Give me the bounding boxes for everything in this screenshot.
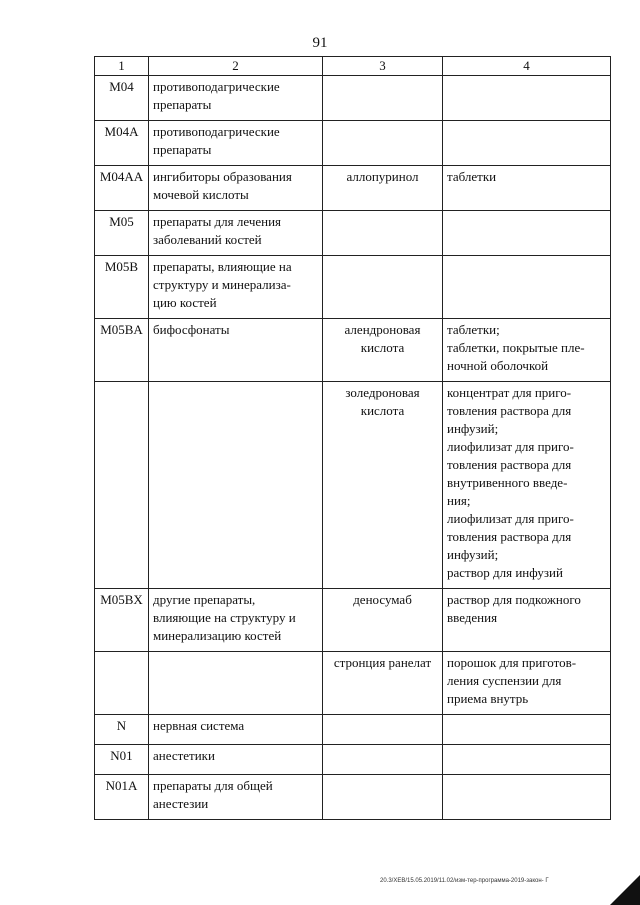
forms-cell-line: товления раствора для (447, 403, 572, 418)
forms-cell (443, 589, 611, 652)
code-cell: M05 (95, 211, 149, 256)
drug-cell (323, 256, 443, 319)
group-cell (149, 775, 323, 820)
group-cell (149, 211, 323, 256)
group-cell-line: нервная система (153, 718, 245, 733)
forms-cell-line: таблетки, покрытые пле- (447, 340, 585, 355)
forms-cell (443, 382, 611, 589)
forms-cell-line: таблетки (447, 169, 497, 184)
drug-cell-line: алендроновая (344, 322, 421, 337)
drug-cell (323, 319, 443, 382)
table-row (95, 382, 611, 589)
forms-cell-line: ния; (447, 493, 471, 508)
page-corner-mark (610, 875, 640, 905)
group-cell-line: минерализацию костей (153, 628, 282, 643)
code-cell: M04AA (95, 166, 149, 211)
code-cell: M04A (95, 121, 149, 166)
table-row (95, 745, 611, 775)
group-cell-line: другие препараты, (153, 592, 256, 607)
medication-table (94, 56, 611, 820)
group-cell (149, 76, 323, 121)
forms-cell (443, 166, 611, 211)
header-cell-3: 3 (323, 57, 443, 76)
group-cell (149, 382, 323, 589)
code-cell: M05B (95, 256, 149, 319)
drug-cell-line: стронция ранелат (333, 655, 432, 670)
forms-cell (443, 211, 611, 256)
table-row (95, 775, 611, 820)
group-cell-line: бифосфонаты (153, 322, 230, 337)
drug-cell-line: кислота (360, 403, 405, 418)
drug-cell (323, 121, 443, 166)
drug-cell (323, 775, 443, 820)
code-cell: M05BX (95, 589, 149, 652)
group-cell-line: анестетики (153, 748, 215, 763)
group-cell-line: противоподагрические (153, 79, 280, 94)
group-cell-line: препараты для общей (153, 778, 273, 793)
forms-cell-line: лиофилизат для приго- (447, 439, 574, 454)
forms-cell (443, 715, 611, 745)
header-cell-1: 1 (95, 57, 149, 76)
group-cell-line: препараты (153, 97, 212, 112)
drug-cell (323, 211, 443, 256)
forms-cell-line: ления суспензии для (447, 673, 562, 688)
group-cell-line: препараты, влияющие на (153, 259, 292, 274)
table-row (95, 166, 611, 211)
drug-cell-line: аллопуринол (346, 169, 419, 184)
code-cell: N01 (95, 745, 149, 775)
forms-cell-line: ночной оболочкой (447, 358, 549, 373)
forms-cell-line: товления раствора для (447, 457, 572, 472)
drug-cell (323, 166, 443, 211)
forms-cell-line: приема внутрь (447, 691, 529, 706)
header-cell-4: 4 (443, 57, 611, 76)
group-cell-line: заболеваний костей (153, 232, 262, 247)
drug-cell (323, 76, 443, 121)
table-row (95, 76, 611, 121)
group-cell (149, 166, 323, 211)
forms-cell-line: раствор для подкожного (447, 592, 581, 607)
group-cell-line: структуру и минерализа- (153, 277, 291, 292)
forms-cell-line: внутривенного введе- (447, 475, 568, 490)
table-row (95, 652, 611, 715)
forms-cell-line: инфузий; (447, 547, 499, 562)
group-cell (149, 715, 323, 745)
forms-cell (443, 652, 611, 715)
table-row (95, 589, 611, 652)
forms-cell-line: раствор для инфузий (447, 565, 563, 580)
group-cell (149, 121, 323, 166)
forms-cell (443, 745, 611, 775)
group-cell-line: препараты (153, 142, 212, 157)
group-cell-line: ингибиторы образования (153, 169, 292, 184)
group-cell (149, 652, 323, 715)
drug-cell-line: деносумаб (353, 592, 412, 607)
group-cell (149, 256, 323, 319)
forms-cell (443, 121, 611, 166)
forms-cell (443, 256, 611, 319)
drug-cell (323, 652, 443, 715)
forms-cell-line: товления раствора для (447, 529, 572, 544)
drug-cell-line: золедроновая (345, 385, 420, 400)
header-cell-2: 2 (149, 57, 323, 76)
page-number: 91 (312, 35, 328, 51)
header-row (95, 57, 611, 76)
code-cell (95, 652, 149, 715)
forms-cell (443, 76, 611, 121)
table-row (95, 715, 611, 745)
table-row (95, 256, 611, 319)
group-cell-line: мочевой кислоты (153, 187, 249, 202)
table-row (95, 319, 611, 382)
group-cell (149, 319, 323, 382)
drug-cell (323, 745, 443, 775)
group-cell (149, 589, 323, 652)
code-cell: M04 (95, 76, 149, 121)
group-cell-line: анестезии (153, 796, 209, 811)
group-cell-line: влияющие на структуру и (153, 610, 296, 625)
forms-cell-line: инфузий; (447, 421, 499, 436)
code-cell: N01A (95, 775, 149, 820)
drug-cell (323, 715, 443, 745)
group-cell-line: цию костей (153, 295, 217, 310)
group-cell (149, 745, 323, 775)
forms-cell (443, 319, 611, 382)
forms-cell-line: лиофилизат для приго- (447, 511, 574, 526)
drug-cell-line: кислота (360, 340, 405, 355)
forms-cell-line: концентрат для приго- (447, 385, 572, 400)
group-cell-line: препараты для лечения (153, 214, 282, 229)
forms-cell (443, 775, 611, 820)
forms-cell-line: таблетки; (447, 322, 500, 337)
table-row (95, 121, 611, 166)
code-cell: M05BA (95, 319, 149, 382)
drug-cell (323, 589, 443, 652)
table-row (95, 211, 611, 256)
forms-cell-line: введения (447, 610, 498, 625)
document-footer: 20.3/ХЕВ/15.05.2019/11.02/изм-тер-программа-2019-закон- Г (380, 878, 549, 884)
code-cell: N (95, 715, 149, 745)
group-cell-line: противоподагрические (153, 124, 280, 139)
drug-cell (323, 382, 443, 589)
forms-cell-line: порошок для приготов- (447, 655, 577, 670)
code-cell (95, 382, 149, 589)
